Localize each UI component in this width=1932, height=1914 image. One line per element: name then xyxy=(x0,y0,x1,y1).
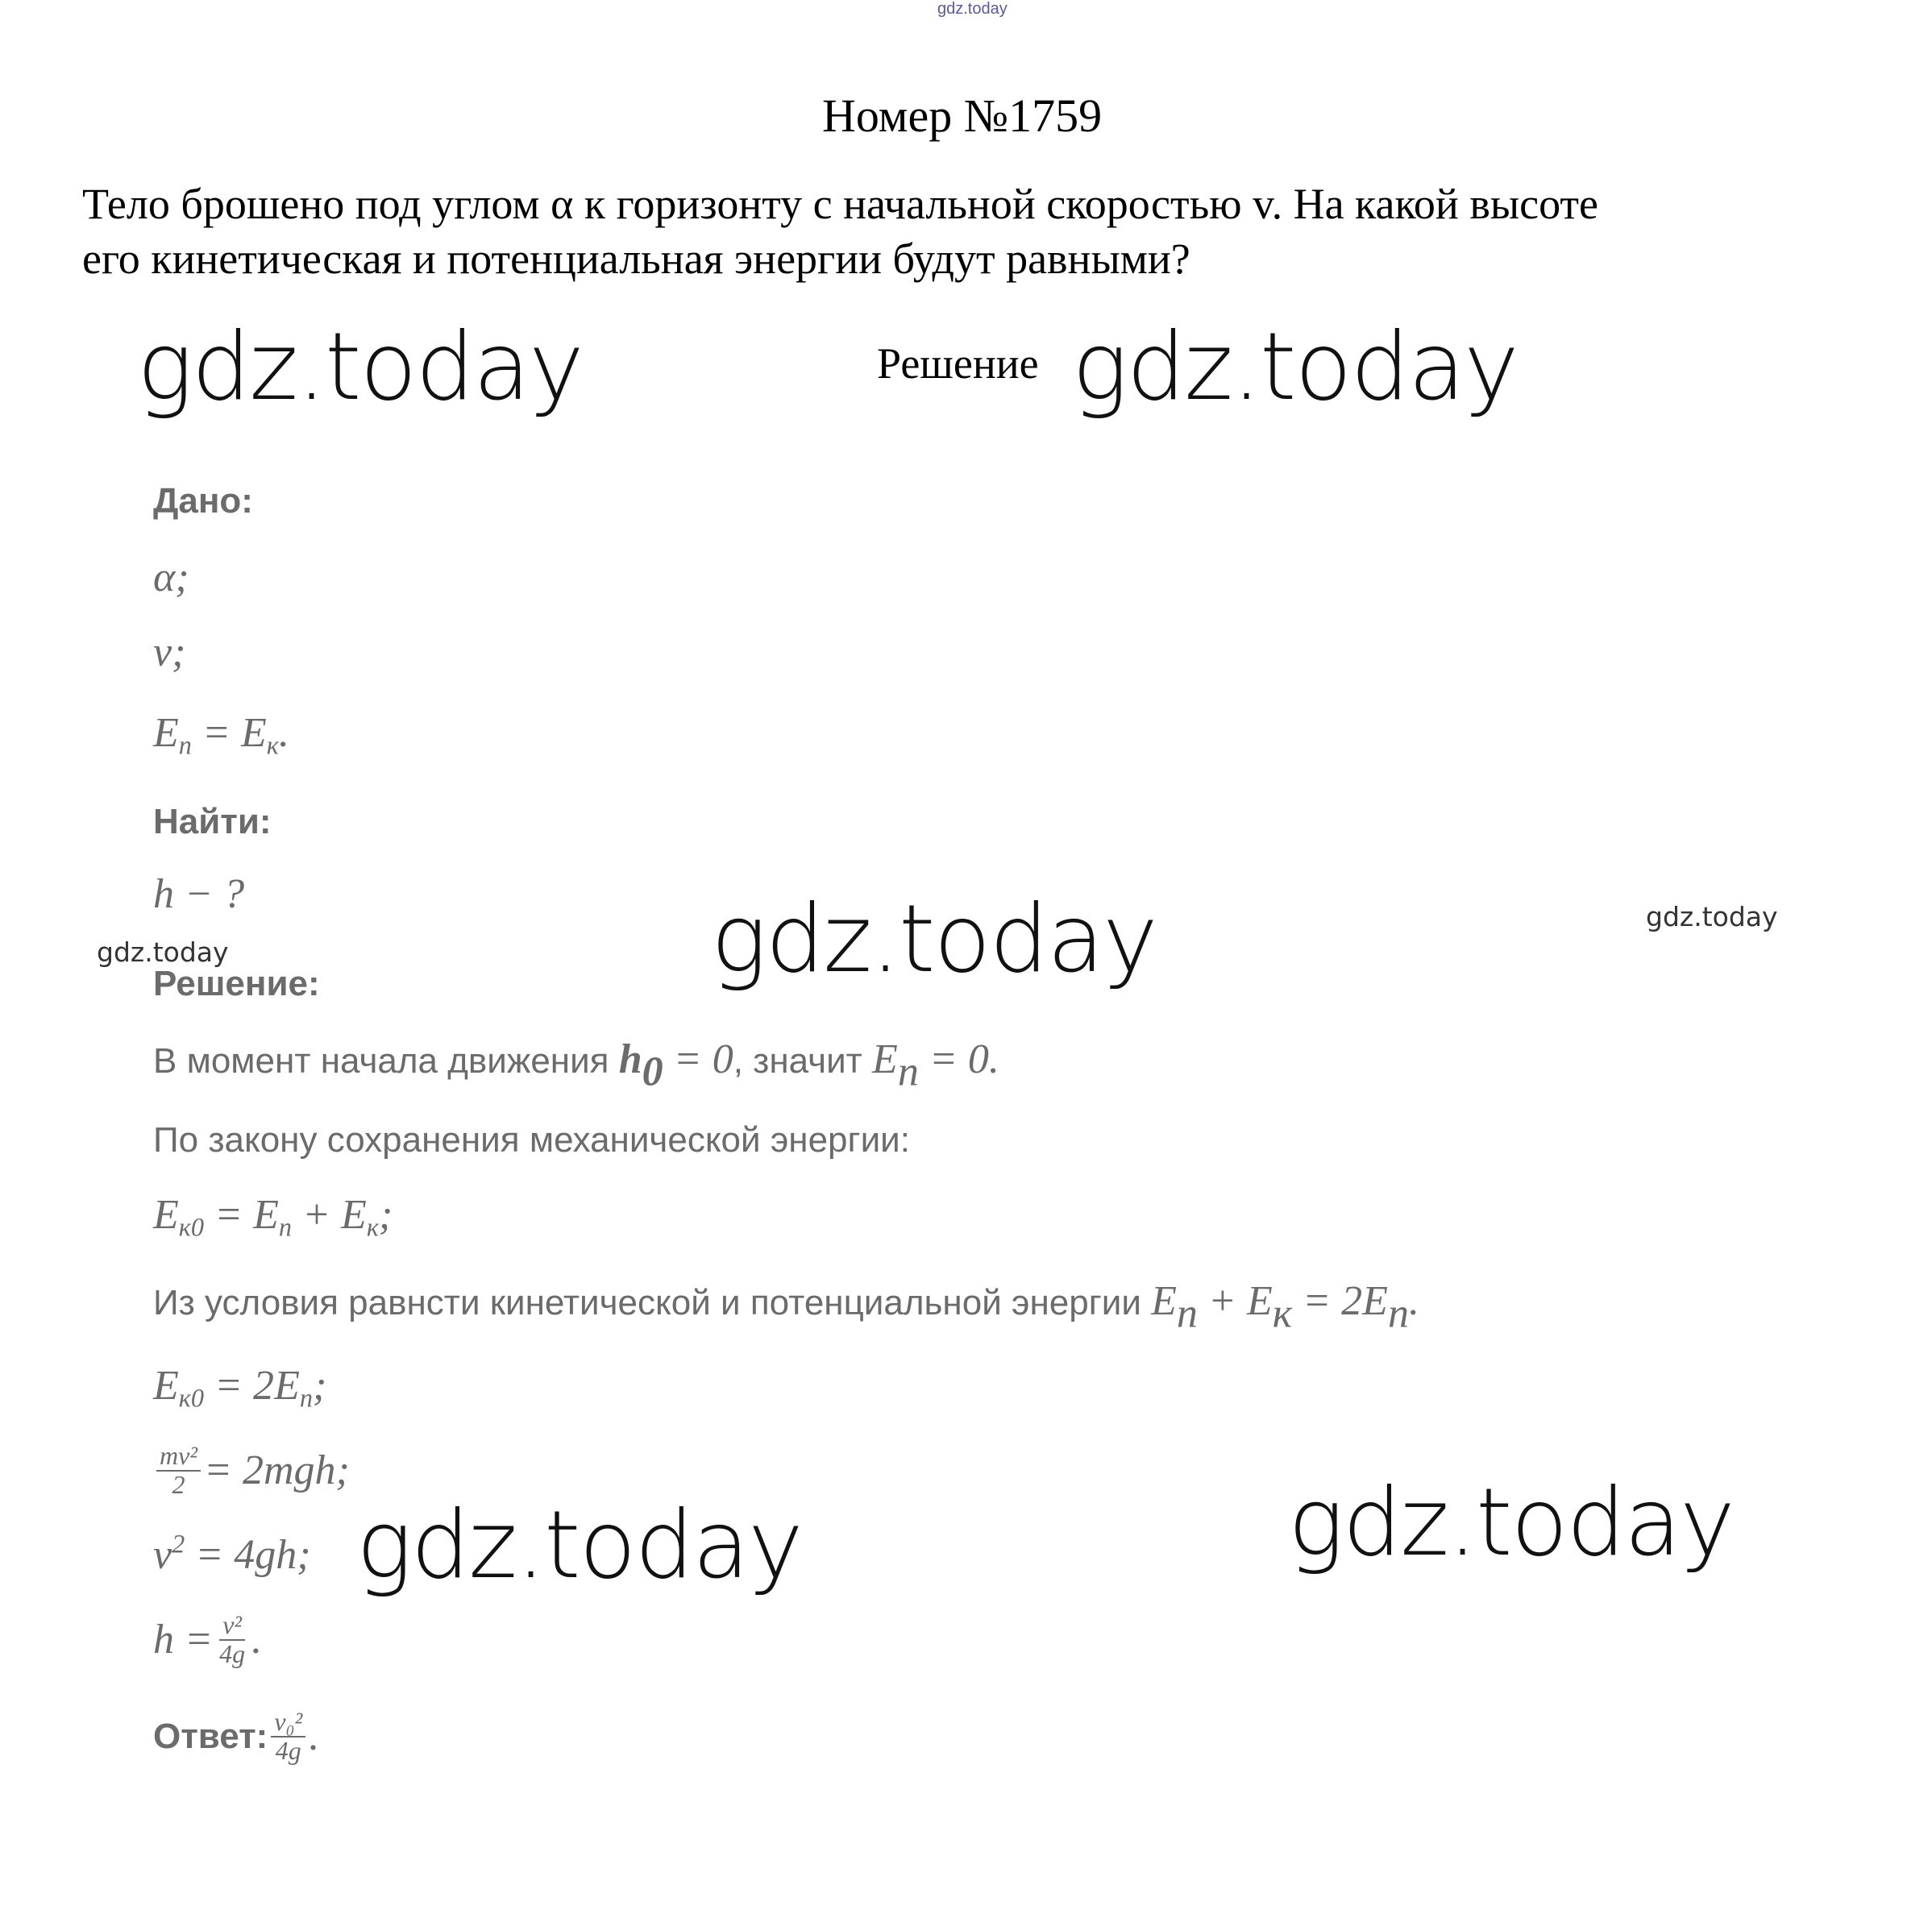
fraction: $\frac{\text{v²}}{4g}$ xyxy=(219,1610,246,1668)
solution-step-2: По закону сохранения механической энергии: xyxy=(153,1120,910,1160)
given-energy-equality: $E_п = E_к$. xyxy=(153,710,289,760)
fraction: $\frac{\text{mv²}}{2}$ xyxy=(156,1443,201,1498)
given-alpha: α; xyxy=(153,554,189,600)
find-label: Найти: xyxy=(153,802,272,841)
watermark-1: gdz.today xyxy=(137,313,583,421)
watermark-3: gdz.today xyxy=(711,885,1157,994)
given-label: Дано: xyxy=(153,481,253,521)
watermark-2: gdz.today xyxy=(1072,313,1518,421)
page-title: Номер №1759 xyxy=(822,89,1103,142)
given-v: v; xyxy=(153,629,186,675)
answer: Ответ: $\frac{\text{v₀²}}{4g}$ . xyxy=(153,1707,320,1765)
solution-heading: Решение xyxy=(877,339,1039,388)
solution-step-7: $v^2 = 4gh$; xyxy=(153,1529,311,1578)
watermark-small-2: gdz.today xyxy=(97,936,229,968)
solution-step-6: $\frac{\text{mv²}}{2}$ = 2mgh; xyxy=(153,1443,350,1498)
solution-step-5: $E_{к0} = 2E_п$; xyxy=(153,1363,327,1413)
solution-label: Решение: xyxy=(153,964,320,1003)
solution-step-8: h = $\frac{\text{v²}}{4g}$ . xyxy=(153,1610,263,1668)
problem-line-2: его кинетическая и потенциальная энергии будут равными? xyxy=(82,235,1190,283)
watermark-5: gdz.today xyxy=(1288,1468,1734,1577)
find-h: h − ? xyxy=(153,871,245,917)
problem-line-1: Тело брошено под углом α к горизонту с начальной скоростью v. На какой высоте xyxy=(82,180,1598,228)
watermark-small-1: gdz.today xyxy=(1646,901,1778,932)
fraction: $\frac{\text{v₀²}}{4g}$ xyxy=(271,1708,305,1764)
solution-step-4: Из условия равнсти кинетической и потенциальной энергии $E_п + E_к = 2E_п$. xyxy=(153,1278,1419,1337)
site-tag: gdz.today xyxy=(937,0,1008,18)
solution-step-3: $E_{к0} = E_п + E_к$; xyxy=(153,1192,393,1242)
solution-step-1: В момент начала движения $h_0 = 0$, значит $E_п = 0$. xyxy=(153,1036,999,1095)
watermark-4: gdz.today xyxy=(356,1491,802,1600)
